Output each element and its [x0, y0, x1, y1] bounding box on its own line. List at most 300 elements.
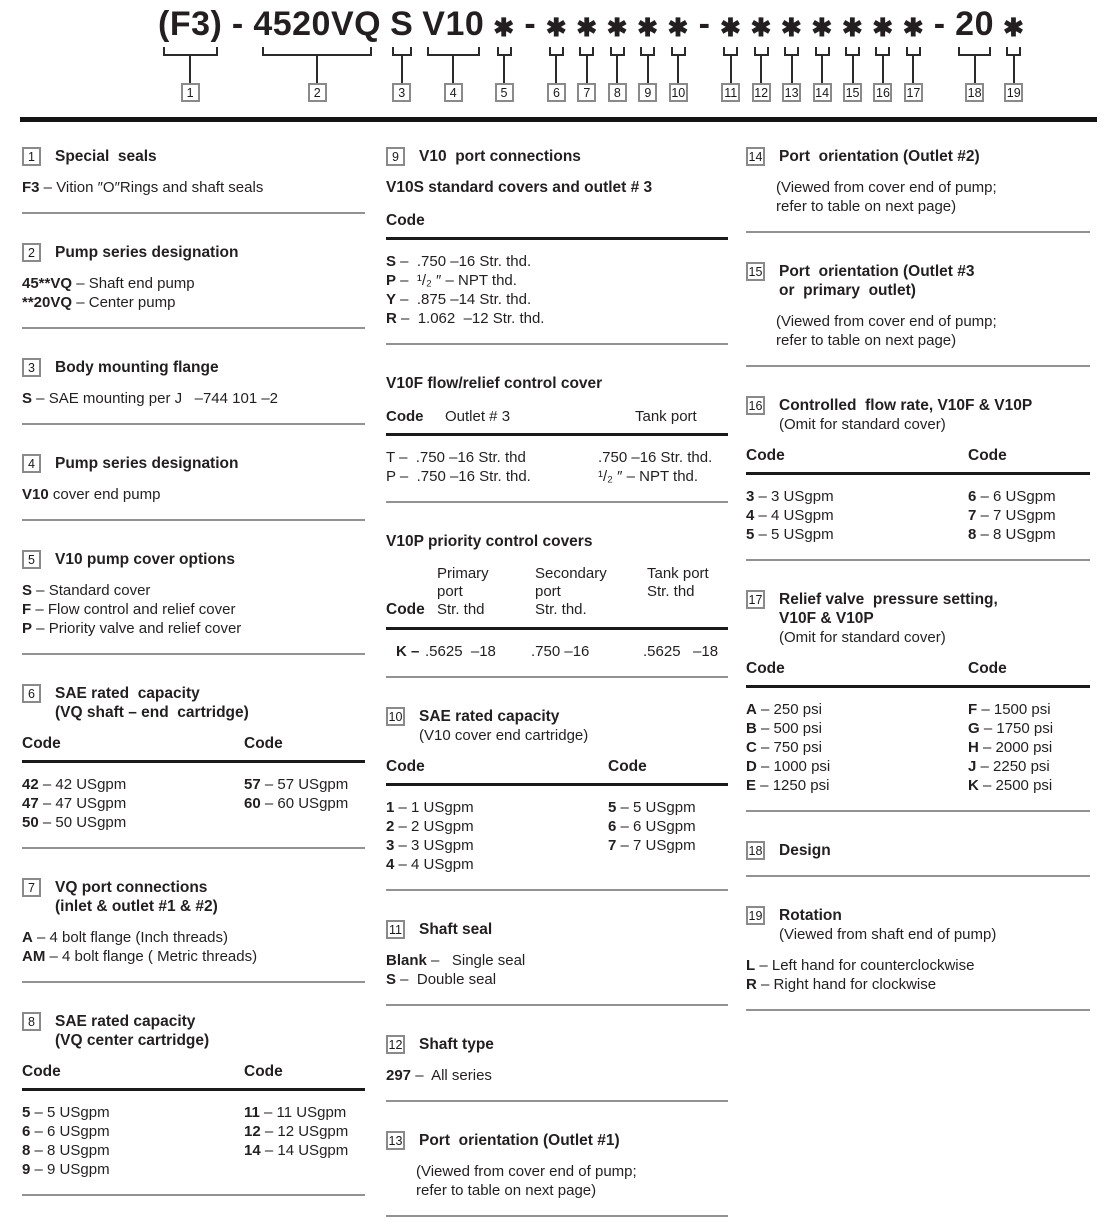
section-heading	[746, 906, 1090, 944]
section-heading	[386, 1131, 728, 1150]
code-entry	[386, 271, 728, 290]
callout-number-box: 14	[813, 83, 832, 102]
code-header-rule	[386, 433, 728, 436]
code-header-left: Code	[746, 660, 785, 677]
callout-line	[677, 56, 679, 83]
entry-code: 2	[386, 818, 395, 835]
callout-bracket	[579, 47, 594, 56]
entry-code: F	[22, 601, 32, 618]
section-number-box: 13	[386, 1131, 405, 1150]
code-two-columns	[746, 487, 1090, 544]
code-list-right	[968, 487, 1090, 544]
entry-code: Blank	[386, 952, 427, 969]
entry-separator: –	[38, 776, 56, 793]
callout-bracket	[262, 47, 372, 56]
entry-code: F	[968, 701, 978, 718]
code-entry	[746, 956, 1090, 975]
section-number-box: 12	[386, 1035, 405, 1054]
entry-separator: –	[396, 272, 413, 289]
entry-description: 7 USgpm	[633, 837, 696, 854]
section-title-line: SAE rated capacity	[55, 1013, 196, 1030]
section-divider-rule	[22, 653, 365, 655]
callout-line	[503, 56, 505, 83]
entry-description: 42 USgpm	[55, 776, 127, 793]
code-entry	[386, 290, 728, 309]
section-heading	[386, 707, 728, 745]
section-title-line: Special seals	[55, 148, 157, 165]
callout-line	[760, 56, 762, 83]
entry-separator: –	[30, 1142, 48, 1159]
code-entry	[746, 719, 968, 738]
entry-separator: –	[756, 758, 774, 775]
code-entry	[244, 1103, 365, 1122]
code-entry	[22, 293, 365, 312]
entry-description: 1000 psi	[773, 758, 831, 775]
section-subtitle-line: (V10 cover end cartridge)	[419, 727, 589, 744]
callout-line	[316, 56, 318, 83]
entry-separator: –	[756, 777, 773, 794]
entry-separator: –	[31, 601, 48, 618]
section-heading-text	[419, 1131, 620, 1150]
section-heading-text	[55, 243, 238, 262]
section-heading	[22, 358, 365, 377]
entry-code: 50	[22, 814, 39, 831]
section-divider-rule	[386, 1004, 728, 1006]
entry-separator: –	[32, 929, 50, 946]
entry-description: 5 USgpm	[771, 526, 834, 543]
entry-description: Right hand for clockwise	[773, 976, 937, 993]
callout-bracket	[958, 47, 991, 56]
entry-code: 297	[386, 1067, 412, 1084]
entry-description: 750 psi	[773, 739, 822, 756]
code-entry-list	[22, 389, 365, 408]
entry-code: C	[746, 739, 757, 756]
code-text-segment	[158, 4, 222, 102]
callout-number-box: 16	[873, 83, 892, 102]
section-divider-rule	[386, 1215, 728, 1217]
row-code-and-outlet	[386, 448, 598, 467]
code-entry	[22, 775, 244, 794]
note-line: refer to table on next page)	[776, 198, 957, 215]
code-entry	[22, 581, 365, 600]
code-star-segment	[720, 4, 741, 102]
entry-code: K	[968, 777, 979, 794]
section-heading-text	[419, 147, 581, 166]
section-heading	[746, 147, 1090, 166]
asterisk-glyph: ✱	[667, 13, 689, 42]
entry-code: P	[386, 272, 397, 289]
code-entry	[968, 776, 1090, 795]
code-header-right: Code	[968, 447, 1007, 464]
entry-description: 250 psi	[773, 701, 822, 718]
section-heading	[386, 920, 728, 939]
code-star-segment	[842, 4, 863, 102]
entry-description: 1750 psi	[996, 720, 1054, 737]
section-divider-rule	[386, 501, 728, 503]
entry-separator: –	[394, 837, 412, 854]
entry-separator: –	[259, 1104, 277, 1121]
entry-separator: –	[394, 818, 412, 835]
entry-separator: –	[396, 971, 417, 988]
entry-separator: –	[976, 758, 994, 775]
code-list-right	[244, 775, 365, 832]
entry-code: 4	[746, 507, 755, 524]
asterisk-glyph: ✱	[720, 13, 742, 42]
code-header-rule	[746, 685, 1090, 688]
flow-cover-table-headers	[386, 407, 728, 426]
code-entry	[968, 487, 1090, 506]
entry-code: A	[746, 701, 757, 718]
code-entry-list	[746, 956, 1090, 994]
section-number-box: 19	[746, 906, 765, 925]
asterisk-glyph: ✱	[606, 13, 629, 42]
sub-table-title: V10S standard covers and outlet # 3	[386, 179, 653, 196]
code-entry	[244, 775, 365, 794]
section-note	[746, 312, 1090, 350]
entry-separator: –	[754, 507, 772, 524]
entry-description: .875 –14 Str. thd.	[412, 291, 532, 308]
section-heading-text	[55, 147, 157, 166]
code-header-left: Code	[22, 735, 61, 752]
code-entry	[386, 855, 608, 874]
code-header-rule	[386, 627, 728, 630]
entry-description: Priority valve and relief cover	[48, 620, 242, 637]
entry-separator: –	[756, 739, 774, 756]
tank-port-value: .750 –16 Str. thd.	[598, 449, 713, 466]
table-row	[386, 448, 728, 467]
code-list-left	[22, 1103, 244, 1179]
section-divider-rule	[386, 676, 728, 678]
entry-separator: –	[426, 952, 452, 969]
entry-separator: –	[754, 526, 772, 543]
entry-description: Single seal	[451, 952, 526, 969]
entry-description: 14 USgpm	[277, 1142, 349, 1159]
middle-column	[386, 147, 728, 1228]
entry-description: Flow control and relief cover	[47, 601, 236, 618]
section-title-line: SAE rated capacity	[55, 685, 200, 702]
entry-code: A	[22, 929, 33, 946]
section-number-box: 11	[386, 920, 405, 939]
callout-number-box: 19	[1004, 83, 1023, 102]
entry-code: B	[746, 720, 757, 737]
code-entry	[608, 836, 728, 855]
section-heading-text	[779, 906, 996, 944]
section-heading	[22, 878, 365, 916]
code-column-headers	[746, 659, 1090, 678]
section-number-box: 9	[386, 147, 405, 166]
code-entry	[386, 798, 608, 817]
code-dash	[524, 4, 537, 102]
section-title-line: Rotation	[779, 907, 842, 924]
entry-separator: –	[396, 310, 414, 327]
code-segment-text: 20	[955, 5, 994, 43]
entry-code: 7	[608, 837, 617, 854]
callout-bracket	[906, 47, 921, 56]
code-text-segment	[253, 4, 381, 102]
entry-code: D	[746, 758, 757, 775]
entry-code: J	[968, 758, 977, 775]
table-row	[386, 467, 728, 486]
code-entry	[244, 1122, 365, 1141]
entry-code: R	[386, 310, 397, 327]
entry-description: 5 USgpm	[633, 799, 696, 816]
code-entry	[968, 700, 1090, 719]
section-heading-text	[55, 550, 235, 569]
entry-description: 5 USgpm	[47, 1104, 110, 1121]
callout-line	[555, 56, 557, 83]
code-entry-list	[386, 951, 728, 989]
code-column-headers	[746, 446, 1090, 465]
entry-separator: –	[32, 390, 49, 407]
callout-bracket	[163, 47, 218, 56]
entry-separator: –	[30, 1104, 48, 1121]
entry-code: 6	[22, 1123, 31, 1140]
entry-code: 3	[746, 488, 755, 505]
code-dash	[933, 4, 946, 102]
callout-bracket	[875, 47, 890, 56]
entry-code: Y	[386, 291, 397, 308]
code-column-headers	[22, 734, 365, 753]
section-number-box: 15	[746, 262, 765, 281]
header-line: Str. thd	[437, 601, 485, 618]
code-entry	[968, 506, 1090, 525]
sub-table-title: V10P priority control covers	[386, 533, 593, 550]
entry-separator: –	[616, 837, 634, 854]
section-title-line: Shaft seal	[419, 921, 493, 938]
section-divider-rule	[22, 981, 365, 983]
entry-code: V10	[22, 486, 49, 503]
code-header-rule	[386, 237, 728, 240]
entry-description: 3 USgpm	[771, 488, 834, 505]
table-cell-value: .5625 –18	[643, 643, 719, 660]
note-line: (Viewed from cover end of pump;	[416, 1163, 637, 1180]
section-number-box: 6	[22, 684, 41, 703]
callout-number-box: 18	[965, 83, 984, 102]
entry-code: 6	[968, 488, 977, 505]
entry-separator: –	[616, 818, 634, 835]
entry-description: 47 USgpm	[55, 795, 127, 812]
callout-number-box: 11	[721, 83, 740, 102]
entry-code: 6	[608, 818, 617, 835]
entry-code: K –	[396, 643, 420, 660]
code-entry	[386, 836, 608, 855]
callout-line	[189, 56, 191, 83]
asterisk-glyph: ✱	[545, 13, 568, 42]
entry-description: Left hand for counterclockwise	[771, 957, 975, 974]
section-heading	[386, 147, 728, 166]
entry-separator: –	[30, 1123, 48, 1140]
section-number-box: 4	[22, 454, 41, 473]
section-heading-text	[779, 262, 974, 300]
entry-description: 1.062 –12 Str. thd.	[413, 310, 545, 327]
section-divider-rule	[386, 889, 728, 891]
note-line: (Viewed from cover end of pump;	[776, 179, 997, 196]
section-heading	[22, 684, 365, 722]
callout-number-box: 4	[444, 83, 463, 102]
entry-description: 8 USgpm	[993, 526, 1056, 543]
section-title-line: Shaft type	[419, 1036, 494, 1053]
code-segment-text: -	[698, 5, 711, 43]
entry-separator: –	[395, 468, 413, 485]
outlet-value: .750 –16 Str. thd	[411, 449, 526, 466]
note-line: (Viewed from cover end of pump;	[776, 313, 997, 330]
section-note	[386, 1162, 728, 1200]
code-entry	[22, 928, 365, 947]
asterisk-glyph: ✱	[637, 13, 659, 42]
callout-line	[616, 56, 618, 83]
section-divider-rule	[746, 559, 1090, 561]
section-divider-rule	[22, 1194, 365, 1196]
code-entry	[746, 700, 968, 719]
code-list-right	[244, 1103, 365, 1179]
callout-bracket	[610, 47, 625, 56]
section-divider-rule	[22, 519, 365, 521]
callout-line	[647, 56, 649, 83]
entry-separator: –	[30, 1161, 48, 1178]
section-heading-text	[55, 454, 238, 473]
entry-separator: –	[38, 814, 56, 831]
entry-code: T	[386, 449, 395, 466]
code-dash	[698, 4, 711, 102]
section-number-box: 17	[746, 590, 765, 609]
callout-line	[821, 56, 823, 83]
entry-description: Shaft end pump	[88, 275, 195, 292]
entry-description: 6 USgpm	[47, 1123, 110, 1140]
header-line: port	[535, 583, 561, 600]
entry-code: G	[968, 720, 980, 737]
entry-code: S	[22, 390, 33, 407]
left-column	[22, 147, 365, 1225]
callout-line	[791, 56, 793, 83]
code-entry	[22, 1141, 244, 1160]
code-segment-text: -	[231, 5, 244, 43]
callout-number-box: 3	[392, 83, 411, 102]
callout-line	[730, 56, 732, 83]
code-list-left	[22, 775, 244, 832]
code-entry-list	[22, 274, 365, 312]
code-dash	[231, 4, 244, 102]
header-line: Secondary	[535, 565, 607, 582]
code-star-segment	[576, 4, 597, 102]
header-line: port	[437, 583, 463, 600]
entry-code: H	[968, 739, 979, 756]
code-star-segment	[607, 4, 628, 102]
entry-code: 5	[608, 799, 617, 816]
sub-table-title: V10F flow/relief control cover	[386, 375, 603, 392]
header-divider-rule	[20, 117, 1097, 122]
code-entry	[746, 525, 968, 544]
entry-description: 4 bolt flange (Inch threads)	[49, 929, 228, 946]
table-cell-value: .5625 –18	[425, 643, 496, 660]
entry-code: 12	[244, 1123, 261, 1140]
section-title-line: Pump series designation	[55, 455, 239, 472]
code-star-segment	[493, 4, 514, 102]
entry-code: 14	[244, 1142, 261, 1159]
code-entry	[386, 951, 728, 970]
section-number-box: 14	[746, 147, 765, 166]
entry-description: 1250 psi	[772, 777, 830, 794]
section-title-line: (VQ center cartridge)	[55, 1032, 210, 1049]
section-divider-rule	[746, 231, 1090, 233]
code-segment-text: -	[933, 5, 946, 43]
entry-description: Double seal	[416, 971, 497, 988]
callout-number-box: 17	[904, 83, 923, 102]
entry-code: 3	[386, 837, 395, 854]
model-code-diagram	[158, 4, 1024, 102]
code-text-segment	[390, 4, 413, 102]
section-number-box: 5	[22, 550, 41, 569]
section-heading	[22, 550, 365, 569]
callout-bracket	[784, 47, 799, 56]
entry-code: P	[22, 620, 33, 637]
entry-code: P	[386, 468, 396, 485]
entry-description: 9 USgpm	[47, 1161, 110, 1178]
entry-description: 8 USgpm	[47, 1142, 110, 1159]
callout-number-box: 1	[181, 83, 200, 102]
code-entry	[386, 817, 608, 836]
callout-bracket	[427, 47, 480, 56]
table-column-header	[535, 565, 647, 619]
code-entry-list	[386, 1066, 728, 1085]
callout-number-box: 2	[308, 83, 327, 102]
table-row	[386, 642, 728, 661]
code-header-left: Code	[22, 1063, 61, 1080]
asterisk-glyph: ✱	[811, 13, 833, 42]
asterisk-glyph: ✱	[841, 13, 864, 42]
entry-separator: –	[755, 957, 772, 974]
code-list-right	[608, 798, 728, 874]
code-entry	[386, 970, 728, 989]
callout-number-box: 5	[495, 83, 514, 102]
entry-code: 9	[22, 1161, 31, 1178]
section-subtitle-line: (Omit for standard cover)	[779, 629, 946, 646]
section-heading-text	[55, 878, 218, 916]
entry-code: 8	[22, 1142, 31, 1159]
callout-line	[912, 56, 914, 83]
code-text-segment	[955, 4, 994, 102]
note-line: refer to table on next page)	[416, 1182, 597, 1199]
entry-code: L	[746, 957, 756, 974]
section-divider-rule	[386, 1100, 728, 1102]
section-number-box: 16	[746, 396, 765, 415]
outlet-value: .750 –16 Str. thd.	[412, 468, 531, 485]
entry-description: 4 bolt flange ( Metric threads)	[62, 948, 258, 965]
entry-code: 7	[968, 507, 977, 524]
section-heading-text	[419, 707, 588, 745]
callout-number-box: 7	[577, 83, 596, 102]
section-heading-text	[419, 1035, 494, 1054]
code-segment-text: -	[524, 5, 537, 43]
code-entry-list	[22, 928, 365, 966]
entry-separator: –	[979, 720, 997, 737]
entry-description: 12 USgpm	[277, 1123, 349, 1140]
section-number-box: 10	[386, 707, 405, 726]
table-column-header	[647, 565, 728, 619]
tank-port-value: ¹/₂ ″ – NPT thd.	[598, 468, 699, 485]
entry-separator: –	[72, 294, 89, 311]
callout-bracket	[723, 47, 738, 56]
section-number-box: 3	[22, 358, 41, 377]
entry-description: 4 USgpm	[771, 507, 834, 524]
code-entry-list	[22, 485, 365, 504]
entry-description: 50 USgpm	[55, 814, 127, 831]
section-number-box: 1	[22, 147, 41, 166]
entry-description: Vition ″O″Rings and shaft seals	[56, 179, 264, 196]
header-line: Str. thd.	[535, 601, 587, 618]
entry-description: All series	[431, 1067, 492, 1084]
entry-code: 42	[22, 776, 39, 793]
section-heading-text	[55, 358, 219, 377]
